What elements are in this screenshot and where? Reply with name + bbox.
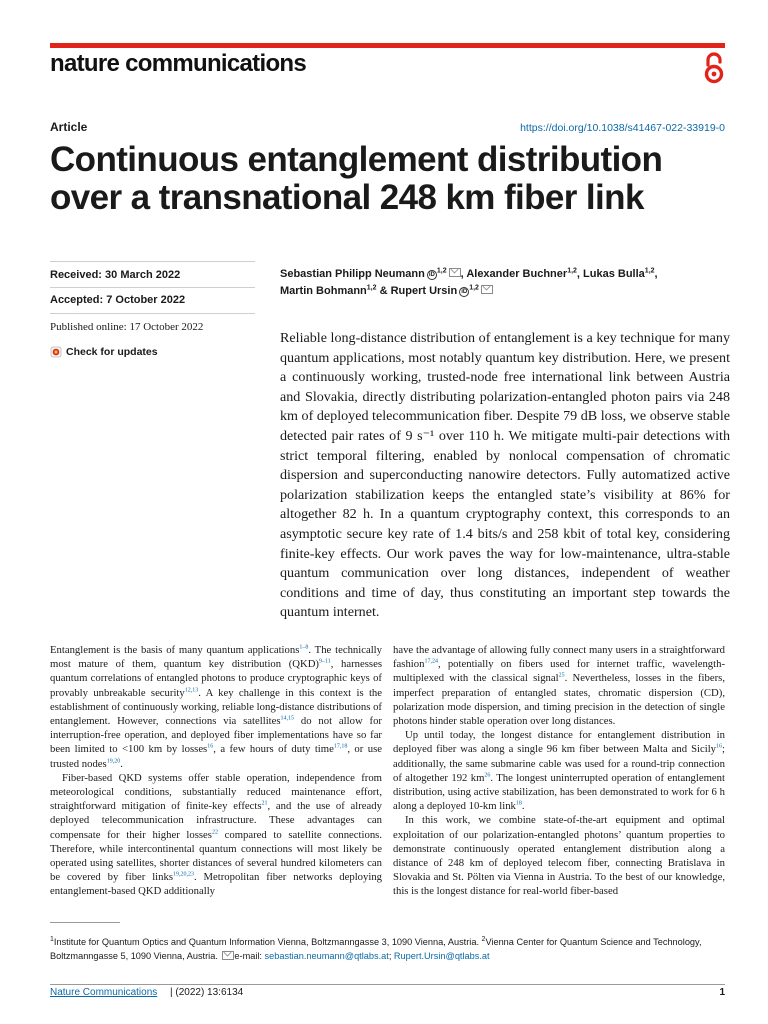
- affiliation-1: Institute for Quantum Optics and Quantum Information Vienna, Boltzmanngasse 3, 1090 Vienna, Austria.: [53, 937, 482, 947]
- doi-link[interactable]: https://doi.org/10.1038/s41467-022-33919-0: [520, 122, 725, 134]
- author-list: [280, 266, 725, 300]
- citation-ref[interactable]: 16: [716, 743, 723, 750]
- accepted-date: Accepted: 7 October 2022: [50, 294, 186, 306]
- body-text: , potentially on fibers used for internet traffic, wavelength-multiplexed with the classical signal: [393, 658, 725, 685]
- body-text: , harnesses quantum correlations of entangled photons to produce cryptographic keys of provably unbreakable security: [50, 658, 382, 699]
- citation-ref[interactable]: 1–8: [299, 644, 309, 651]
- body-text: . The technically most mature of them, quantum key distribution (QKD): [50, 644, 382, 671]
- email-link[interactable]: Rupert.Ursin@qtlabs.at: [393, 951, 490, 961]
- body-text: Up until today, the longest distance for entanglement distribution in deployed fiber was along a single 96 km fiber between Malta and Sicily: [393, 729, 725, 756]
- citation-ref[interactable]: 16: [207, 743, 214, 750]
- author-name[interactable]: Sebastian Philipp Neumann: [280, 268, 425, 280]
- article-title: Continuous entanglement distribution over a transnational 248 km fiber link: [50, 140, 663, 217]
- body-text: ; additionally, the same submarine cable was used for a round-trip connection of altogether 192 km: [393, 743, 725, 784]
- body-text: do not allow for interruption-free operation, and deployed fiber implementations have so far been limited to <100 km by losses: [50, 715, 382, 756]
- body-paragraph: [50, 771, 382, 899]
- footnote-divider: [50, 922, 120, 923]
- open-access-icon: [703, 51, 725, 85]
- body-text: Fiber-based QKD systems offer stable operation, independence from meteorological conditions, substantially reduced maintenance effort, straightforward mitigation of finite-key effects: [50, 771, 382, 813]
- article-type: Article: [50, 120, 88, 134]
- meta-divider: [50, 313, 255, 314]
- meta-divider: [50, 261, 255, 262]
- body-text: In this work, we combine state-of-the-art equipment and optimal exploitation of our polarization-entangled photons’ quantum properties to demonstrate continuously operated entanglement distribution along a distance of 248 km of deployed telecom fiber, connecting Bratislava in Slovakia and St. Pölten via Vienna in Austria. To the best of our knowledge, this is the longest distance for real-world fiber-based: [393, 814, 725, 898]
- published-date: Published online: 17 October 2022: [50, 321, 204, 333]
- body-text: . Metropolitan fiber networks deploying entanglement-based QKD additionally: [50, 871, 383, 898]
- citation-ref[interactable]: 12,13: [184, 687, 199, 694]
- body-text: . A key challenge in this context is the establishment of continuously working, reliable long-distance distributions of entanglement. However, connections via satellites: [50, 686, 383, 728]
- body-column-right: [393, 643, 725, 899]
- email-link[interactable]: sebastian.neumann@qtlabs.at: [264, 951, 389, 961]
- email-separator: ;: [388, 951, 394, 961]
- body-text: .: [120, 757, 123, 770]
- citation-ref[interactable]: 26: [484, 772, 491, 779]
- citation-ref[interactable]: 18: [515, 800, 522, 807]
- author-name[interactable]: Lukas Bulla: [583, 268, 645, 280]
- body-text: , and the use of already deployed telecommunication infrastructure. These advantages can compensate for their higher losses: [50, 800, 382, 841]
- email-icon[interactable]: [481, 285, 493, 294]
- citation-ref[interactable]: 17,24: [424, 658, 438, 665]
- body-text: . The longest uninterrupted operation of entanglement distribution, using active stabilization, has been demonstrated to work for 6 h along a deployed 10-km link: [393, 771, 725, 813]
- body-text: Entanglement is the basis of many quantum applications: [50, 644, 300, 656]
- body-paragraph: [393, 728, 725, 813]
- author-affiliation: 1,2: [469, 284, 479, 292]
- author-separator: ,: [654, 268, 658, 280]
- citation-ref[interactable]: 14,15: [280, 715, 295, 722]
- citation-ref[interactable]: 21: [261, 800, 268, 807]
- email-icon[interactable]: [449, 268, 461, 277]
- page-number: 1: [719, 987, 725, 998]
- body-text: have the advantage of allowing fully connect many users in a straightforward fashion: [393, 644, 725, 671]
- body-text: .: [521, 800, 525, 813]
- affiliation-number: 1: [50, 935, 54, 943]
- body-text: , or use trusted nodes: [50, 743, 383, 770]
- journal-name[interactable]: nature communications: [50, 50, 307, 77]
- body-column-left: [50, 643, 382, 899]
- meta-divider: [50, 287, 255, 288]
- citation-ref[interactable]: 19,20: [106, 758, 121, 765]
- author-affiliation: 1,2: [366, 284, 377, 292]
- body-text: . Nevertheless, losses in the fibers, imperfect preparation of entangled states, chromatic dispersion (CD), polarization mode dispersion, and timing precision in the detection of single photons hinder stable operation over long distances.: [393, 672, 726, 728]
- orcid-icon[interactable]: iD: [428, 272, 435, 278]
- body-paragraph: [50, 643, 382, 771]
- affiliation-2: Vienna Center for Quantum Science and Technology, Boltzmanngasse 5, 1090 Vienna, Austria.: [50, 937, 702, 961]
- author-name[interactable]: Rupert Ursin: [390, 285, 458, 297]
- abstract: Reliable long-distance distribution of entanglement is a key technique for many quantum applications, most notably quantum key distribution. Here, we present a continuously working, trusted-node free international link between Austria and Slovakia, directly distributing polarization-entangled photon pairs via 248 km of deployed telecommunication fiber. Despite 79 dB loss, we observe stable detected pair rates of 9 s⁻¹ over 110 h. We mitigate multi-pair detections with strict temporal filtering, enabled by nonlocal compensation of chromatic dispersion and superconducting nanowire detectors. Fully automatized active polarization stabilization keeps the entangled state’s visibility at 86% for altogether 82 h. In a quantum cryptography context, this corresponds to an asymptotic secure key rate of 1.4 bits/s and 258 kbit of total key, considering finite-key effects. Our work paves the way for low-maintenance, ultra-stable quantum communication over long distances, independent of weather conditions and time of day, thus constituting an important step towards the quantum internet.: [280, 330, 730, 621]
- citation-ref[interactable]: 19,20,23: [173, 871, 194, 878]
- top-red-rule: [50, 43, 725, 48]
- email-icon: [222, 951, 234, 960]
- citation-ref[interactable]: 25: [558, 672, 565, 679]
- footer-divider: [50, 984, 725, 985]
- citation-ref[interactable]: 22: [211, 829, 218, 836]
- author-separator: ,: [460, 268, 467, 280]
- footer-citation: | (2022) 13:6134: [170, 987, 244, 998]
- check-for-updates-button[interactable]: [50, 346, 158, 358]
- check-updates-icon: [50, 346, 62, 358]
- citation-ref[interactable]: 17,18: [333, 743, 348, 750]
- author-name[interactable]: Alexander Buchner: [466, 268, 568, 280]
- received-date: Received: 30 March 2022: [50, 269, 181, 281]
- orcid-icon[interactable]: iD: [461, 289, 468, 295]
- author-separator: ,: [576, 268, 584, 280]
- body-paragraph: [393, 643, 725, 728]
- body-paragraph: [393, 813, 725, 898]
- citation-ref[interactable]: 9–11: [318, 658, 331, 665]
- body-text: compared to satellite connections. Therefore, while intercontinental quantum connections will most likely be operated using satellites, shorter distances of several hundred kilometers can be covered by fiber links: [50, 828, 382, 884]
- author-name[interactable]: Martin Bohmann: [280, 285, 367, 297]
- check-updates-label: Check for updates: [66, 346, 158, 358]
- affiliation-footnote: [50, 935, 730, 963]
- affiliation-number: 2: [481, 935, 486, 943]
- author-affiliation: 1,2: [644, 267, 655, 275]
- body-text: , a few hours of duty time: [213, 743, 334, 756]
- email-label: e-mail:: [234, 951, 265, 961]
- author-affiliation: 1,2: [567, 267, 577, 275]
- footer-journal-link[interactable]: Nature Communications: [50, 987, 158, 998]
- author-separator: &: [376, 285, 391, 297]
- author-affiliation: 1,2: [436, 267, 447, 275]
